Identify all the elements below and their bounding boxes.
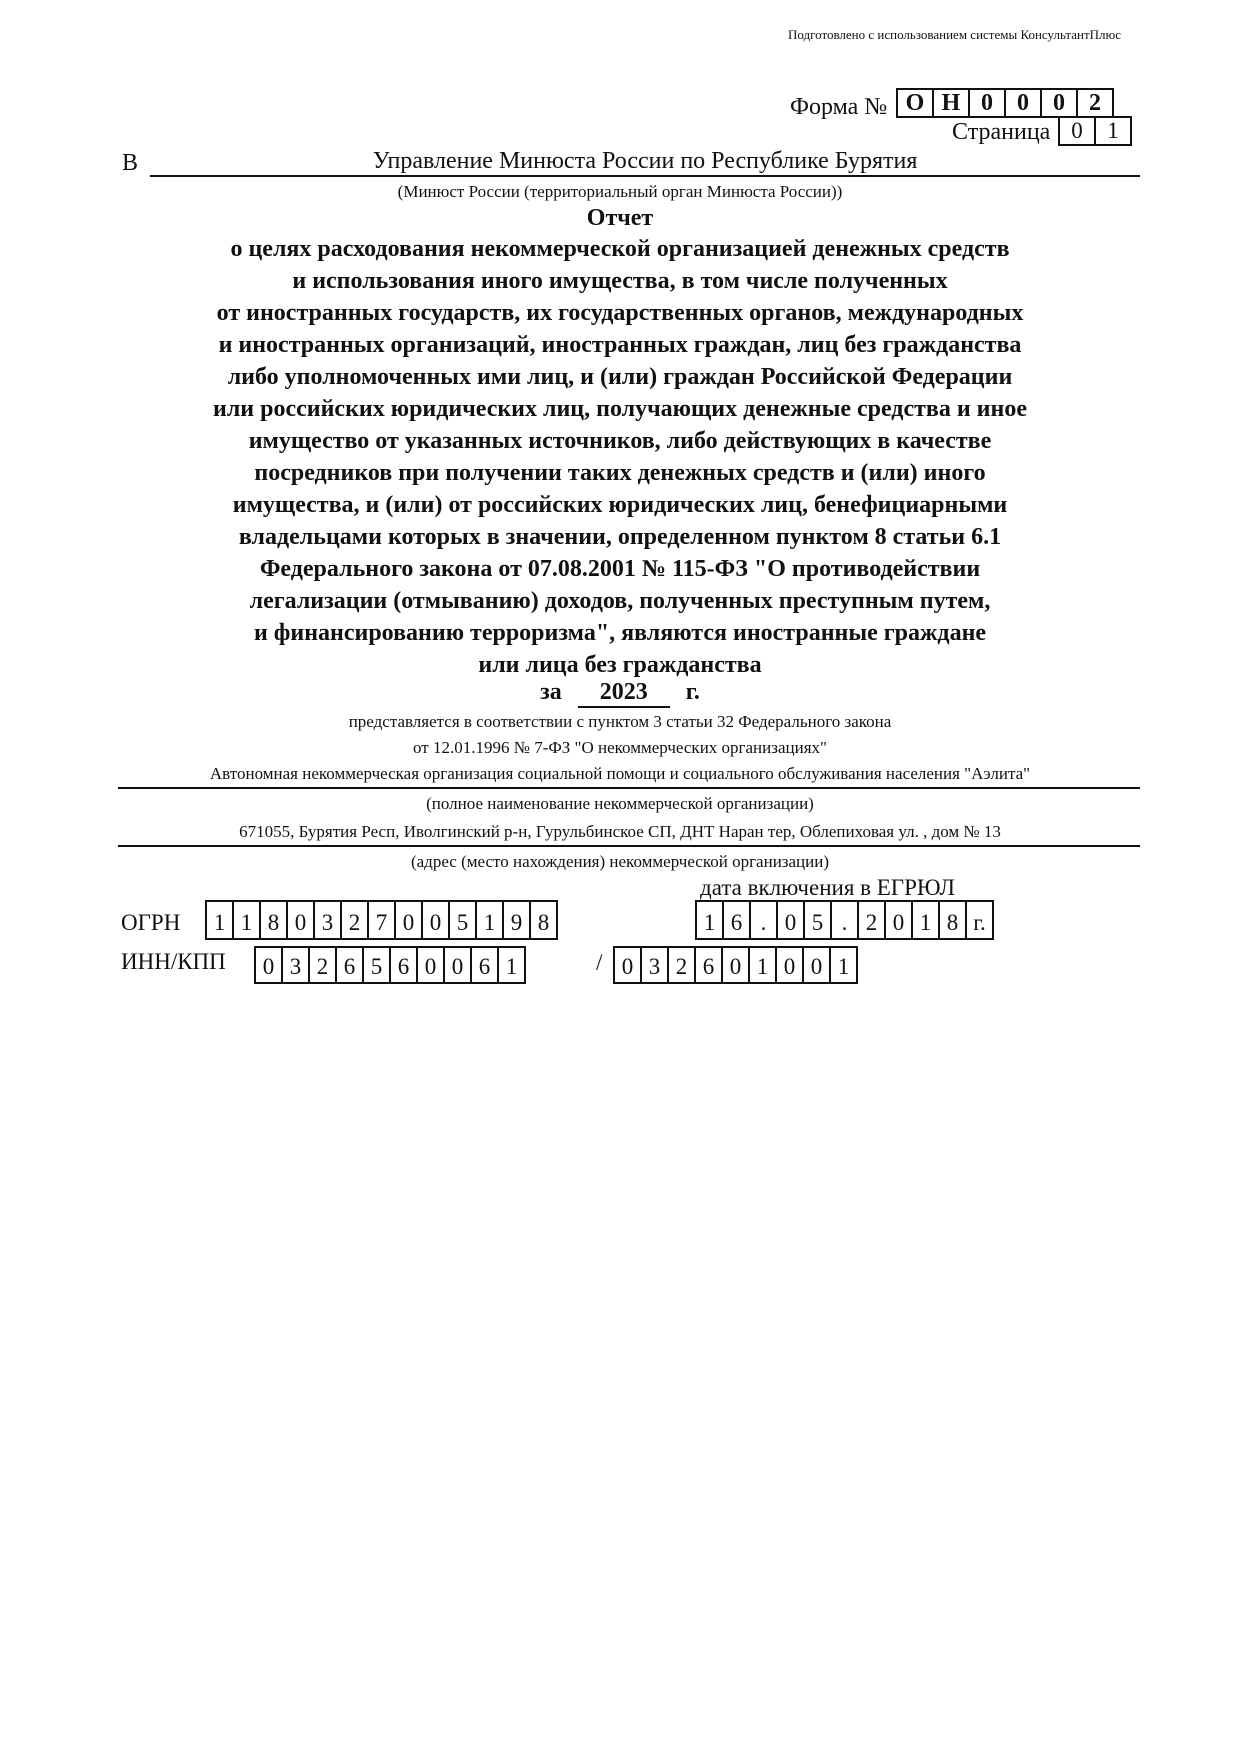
recipient-name: Управление Минюста России по Республике Бурятия bbox=[372, 148, 918, 174]
report-subject-line: и использования иного имущества, в том числе полученных bbox=[292, 268, 948, 294]
report-subject-line: или российских юридических лиц, получающих денежные средства и иное bbox=[213, 396, 1027, 422]
char-cell: 0 bbox=[254, 946, 283, 984]
page-label: Страница bbox=[952, 119, 1051, 145]
char-cell: 0 bbox=[721, 946, 750, 984]
legal-basis-line: от 12.01.1996 № 7-ФЗ "О некоммерческих организациях" bbox=[413, 738, 827, 757]
char-cell: 1 bbox=[497, 946, 526, 984]
char-cell: 1 bbox=[232, 900, 261, 940]
char-cell: 7 bbox=[367, 900, 396, 940]
char-cell: Н bbox=[932, 88, 970, 118]
char-cell: 2 bbox=[340, 900, 369, 940]
char-cell: 6 bbox=[389, 946, 418, 984]
char-cell: . bbox=[749, 900, 778, 940]
char-cell: 8 bbox=[938, 900, 967, 940]
char-cell: 1 bbox=[205, 900, 234, 940]
char-cell: 1 bbox=[695, 900, 724, 940]
report-subject-line: посредников при получении таких денежных средств и (или) иного bbox=[254, 460, 986, 486]
char-cell: . bbox=[830, 900, 859, 940]
char-cell: 5 bbox=[448, 900, 477, 940]
legal-basis-line: представляется в соответствии с пунктом 3 статьи 32 Федерального закона bbox=[348, 712, 892, 731]
char-cell: 0 bbox=[1040, 88, 1078, 118]
report-year: 2023 bbox=[578, 679, 670, 708]
char-cell: 0 bbox=[884, 900, 913, 940]
char-cell: 0 bbox=[1004, 88, 1042, 118]
year-suffix: г. bbox=[685, 679, 700, 705]
char-cell: 3 bbox=[281, 946, 310, 984]
char-cell: 6 bbox=[722, 900, 751, 940]
ogrn-label: ОГРН bbox=[121, 910, 181, 935]
recipient-prefix: В bbox=[122, 150, 139, 176]
char-cell: 8 bbox=[259, 900, 288, 940]
organization-address-caption: (адрес (место нахождения) некоммерческой организации) bbox=[410, 852, 830, 871]
organization-name-caption: (полное наименование некоммерческой организации) bbox=[426, 794, 814, 813]
form-number-label: Форма № bbox=[790, 94, 888, 120]
report-subject-line: имущества, и (или) от российских юридических лиц, бенефициарными bbox=[232, 492, 1008, 518]
inn-kpp-label: ИНН/КПП bbox=[121, 949, 226, 974]
char-cell: 6 bbox=[694, 946, 723, 984]
char-cell: 1 bbox=[475, 900, 504, 940]
report-subject-line: о целях расходования некоммерческой организацией денежных средств bbox=[230, 236, 1010, 262]
organization-name-underline bbox=[118, 787, 1140, 789]
header-note: Подготовлено с использованием системы КонсультантПлюс bbox=[787, 27, 1121, 42]
report-subject-line: имущество от указанных источников, либо действующих в качестве bbox=[248, 428, 992, 454]
recipient-underline bbox=[150, 175, 1140, 177]
report-title: Отчет bbox=[586, 205, 654, 231]
char-cell: 0 bbox=[443, 946, 472, 984]
report-subject-line: и финансированию терроризма", являются иностранные граждане bbox=[253, 620, 987, 646]
legal-basis bbox=[120, 709, 1120, 761]
inn-cells bbox=[256, 946, 526, 984]
char-cell: 0 bbox=[1058, 116, 1096, 146]
report-subject-line: Федерального закона от 07.08.2001 № 115-ФЗ "О противодействии bbox=[259, 556, 981, 582]
char-cell: 2 bbox=[1076, 88, 1114, 118]
char-cell: 5 bbox=[362, 946, 391, 984]
report-subject-line: владельцами которых в значении, определенном пунктом 8 статьи 6.1 bbox=[238, 524, 1002, 550]
report-subject bbox=[150, 233, 1090, 681]
char-cell: 3 bbox=[640, 946, 669, 984]
ogrn-cells bbox=[207, 900, 558, 940]
report-subject-line: либо уполномоченных ими лиц, и (или) граждан Российской Федерации bbox=[227, 364, 1013, 390]
char-cell: 1 bbox=[911, 900, 940, 940]
char-cell: 0 bbox=[776, 900, 805, 940]
char-cell: 0 bbox=[286, 900, 315, 940]
recipient-caption: (Минюст России (территориальный орган Минюста России)) bbox=[397, 182, 843, 201]
char-cell: 1 bbox=[748, 946, 777, 984]
report-year-row bbox=[120, 679, 1120, 708]
char-cell: 0 bbox=[416, 946, 445, 984]
char-cell: 0 bbox=[802, 946, 831, 984]
char-cell: 2 bbox=[857, 900, 886, 940]
char-cell: 0 bbox=[421, 900, 450, 940]
char-cell: 6 bbox=[470, 946, 499, 984]
char-cell: 2 bbox=[667, 946, 696, 984]
report-subject-line: от иностранных государств, их государственных органов, международных bbox=[216, 300, 1024, 326]
char-cell: 8 bbox=[529, 900, 558, 940]
egrul-date-label: дата включения в ЕГРЮЛ bbox=[700, 875, 955, 900]
organization-address: 671055, Бурятия Респ, Иволгинский р-н, Гурульбинское СП, ДНТ Наран тер, Облепиховая ул. , дом № 13 bbox=[239, 822, 1001, 841]
char-cell: 2 bbox=[308, 946, 337, 984]
char-cell: 1 bbox=[1094, 116, 1132, 146]
report-subject-line: или лица без гражданства bbox=[478, 652, 762, 678]
char-cell: 0 bbox=[394, 900, 423, 940]
page-number-cells bbox=[1060, 116, 1132, 146]
char-cell: 0 bbox=[968, 88, 1006, 118]
char-cell: 9 bbox=[502, 900, 531, 940]
char-cell: 0 bbox=[613, 946, 642, 984]
organization-address-underline bbox=[118, 845, 1140, 847]
char-cell: 5 bbox=[803, 900, 832, 940]
year-prefix: за bbox=[540, 679, 562, 705]
char-cell: 1 bbox=[829, 946, 858, 984]
char-cell: г. bbox=[965, 900, 994, 940]
egrul-date-cells bbox=[697, 900, 994, 940]
form-code-cells bbox=[898, 88, 1114, 118]
report-subject-line: и иностранных организаций, иностранных граждан, лиц без гражданства bbox=[218, 332, 1022, 358]
char-cell: 6 bbox=[335, 946, 364, 984]
char-cell: 0 bbox=[775, 946, 804, 984]
char-cell: О bbox=[896, 88, 934, 118]
char-cell: 3 bbox=[313, 900, 342, 940]
inn-kpp-separator: / bbox=[596, 950, 603, 975]
report-subject-line: легализации (отмыванию) доходов, полученных преступным путем, bbox=[249, 588, 991, 614]
kpp-cells bbox=[615, 946, 858, 984]
organization-name: Автономная некоммерческая организация социальной помощи и социального обслуживания населения "Аэлита" bbox=[209, 764, 1031, 783]
